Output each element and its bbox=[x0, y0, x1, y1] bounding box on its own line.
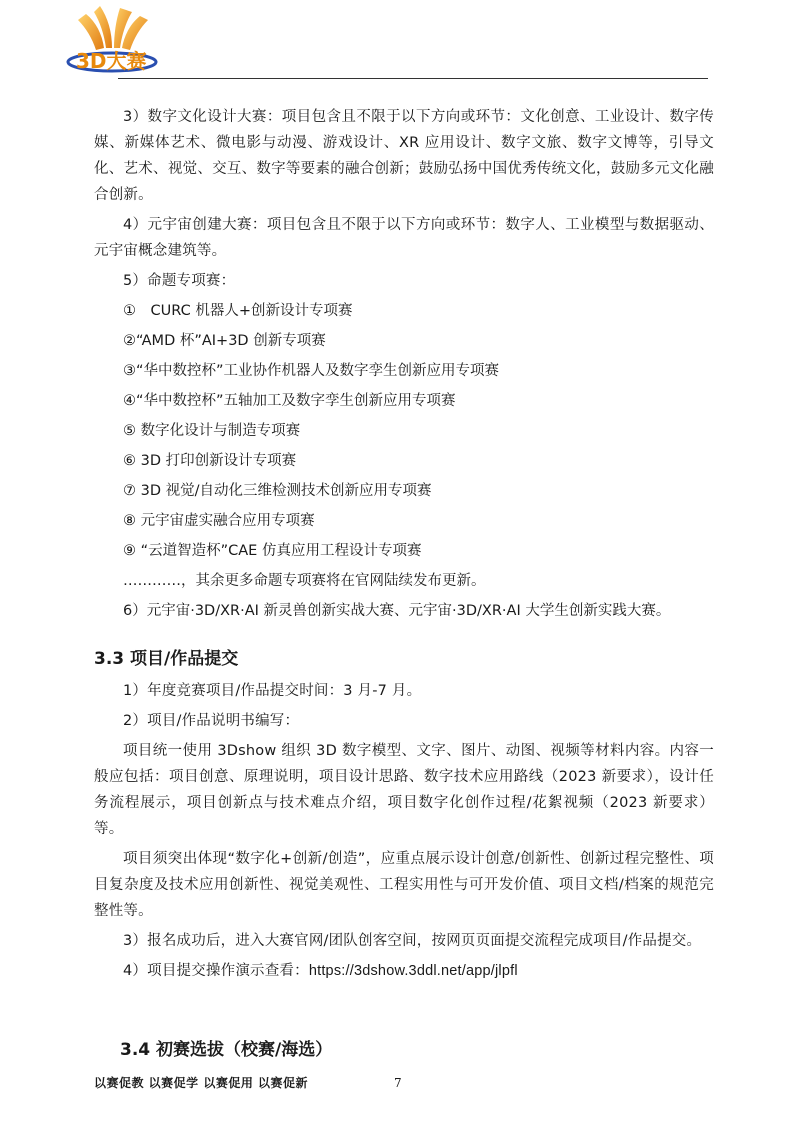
special-item: ④“华中数控杯”五轴加工及数字孪生创新应用专项赛 bbox=[123, 393, 456, 409]
demo-prefix: 4）项目提交操作演示查看： bbox=[123, 963, 309, 979]
special-item: ③“华中数控杯”工业协作机器人及数字孪生创新应用专项赛 bbox=[123, 363, 500, 379]
highlight-requirements: 项目须突出体现“数字化+创新/创造”，应重点展示设计创意/创新性、创新过程完整性、项目复杂度及技术应用创新性、视觉美观性、工程实用性与可开发价值、项目文档/档案的规范完整性等。 bbox=[94, 851, 714, 919]
footer-motto: 以赛促教 以赛促学 以赛促用 以赛促新 bbox=[94, 1076, 309, 1090]
manual-writing: 2）项目/作品说明书编写： bbox=[123, 713, 300, 729]
special-item: ⑤ 数字化设计与制造专项赛 bbox=[123, 423, 301, 439]
demo-line bbox=[94, 958, 714, 984]
special-item: ⑧ 元宇宙虚实融合应用专项赛 bbox=[123, 513, 315, 529]
special-item: ②“AMD 杯”AI+3D 创新专项赛 bbox=[123, 333, 326, 349]
submission-time: 1）年度竞赛项目/作品提交时间：3 月-7 月。 bbox=[123, 683, 422, 699]
special-item: ① CURC 机器人+创新设计专项赛 bbox=[123, 303, 353, 319]
contest-logo bbox=[56, 4, 168, 80]
submit-process: 3）报名成功后，进入大赛官网/团队创客空间，按网页页面提交流程完成项目/作品提交。 bbox=[123, 933, 702, 949]
logo-text: 3D大赛 bbox=[76, 49, 147, 73]
more-items-note: …………，其余更多命题专项赛将在官网陆续发布更新。 bbox=[123, 573, 486, 589]
section-3-3-title: 3.3 项目/作品提交 bbox=[94, 649, 239, 669]
paragraph-metaverse: 4）元宇宙创建大赛：项目包含且不限于以下方向或环节：数字人、工业模型与数据驱动、元宇宙概念建筑等。 bbox=[94, 217, 714, 259]
wings-logo-icon bbox=[56, 4, 168, 80]
section-3-4-title: 3.4 初赛选拔（校赛/海选） bbox=[120, 1040, 333, 1060]
item-6: 6）元宇宙·3D/XR·AI 新灵兽创新实战大赛、元宇宙·3D/XR·AI 大学生创新实践大赛。 bbox=[123, 603, 671, 619]
header-rule bbox=[118, 78, 708, 79]
page-number: 7 bbox=[394, 1076, 402, 1090]
manual-content: 项目统一使用 3Dshow 组织 3D 数字模型、文字、图片、动图、视频等材料内容。内容一般应包括：项目创意、原理说明，项目设计思路、数字技术应用路线（2023 新要求），设计任务流程展示，项目创新点与技术难点介绍，项目数字化创作过程/花絮视频（2023 新要求）等。 bbox=[94, 743, 714, 837]
special-item: ⑦ 3D 视觉/自动化三维检测技术创新应用专项赛 bbox=[123, 483, 432, 499]
special-item: ⑥ 3D 打印创新设计专项赛 bbox=[123, 453, 297, 469]
document-body bbox=[94, 104, 714, 984]
demo-link[interactable]: https://3dshow.3ddl.net/app/jlpfl bbox=[308, 963, 518, 979]
special-item: ⑨ “云道智造杯”CAE 仿真应用工程设计专项赛 bbox=[123, 543, 422, 559]
paragraph-digital-culture: 3）数字文化设计大赛：项目包含且不限于以下方向或环节：文化创意、工业设计、数字传媒、新媒体艺术、微电影与动漫、游戏设计、XR 应用设计、数字文旅、数字文博等，引导文化、艺术、视觉、交互、数字等要素的融合创新；鼓励弘扬中国优秀传统文化，鼓励多元文化融合创新。 bbox=[94, 109, 714, 203]
paragraph-special-intro: 5）命题专项赛： bbox=[123, 273, 236, 289]
